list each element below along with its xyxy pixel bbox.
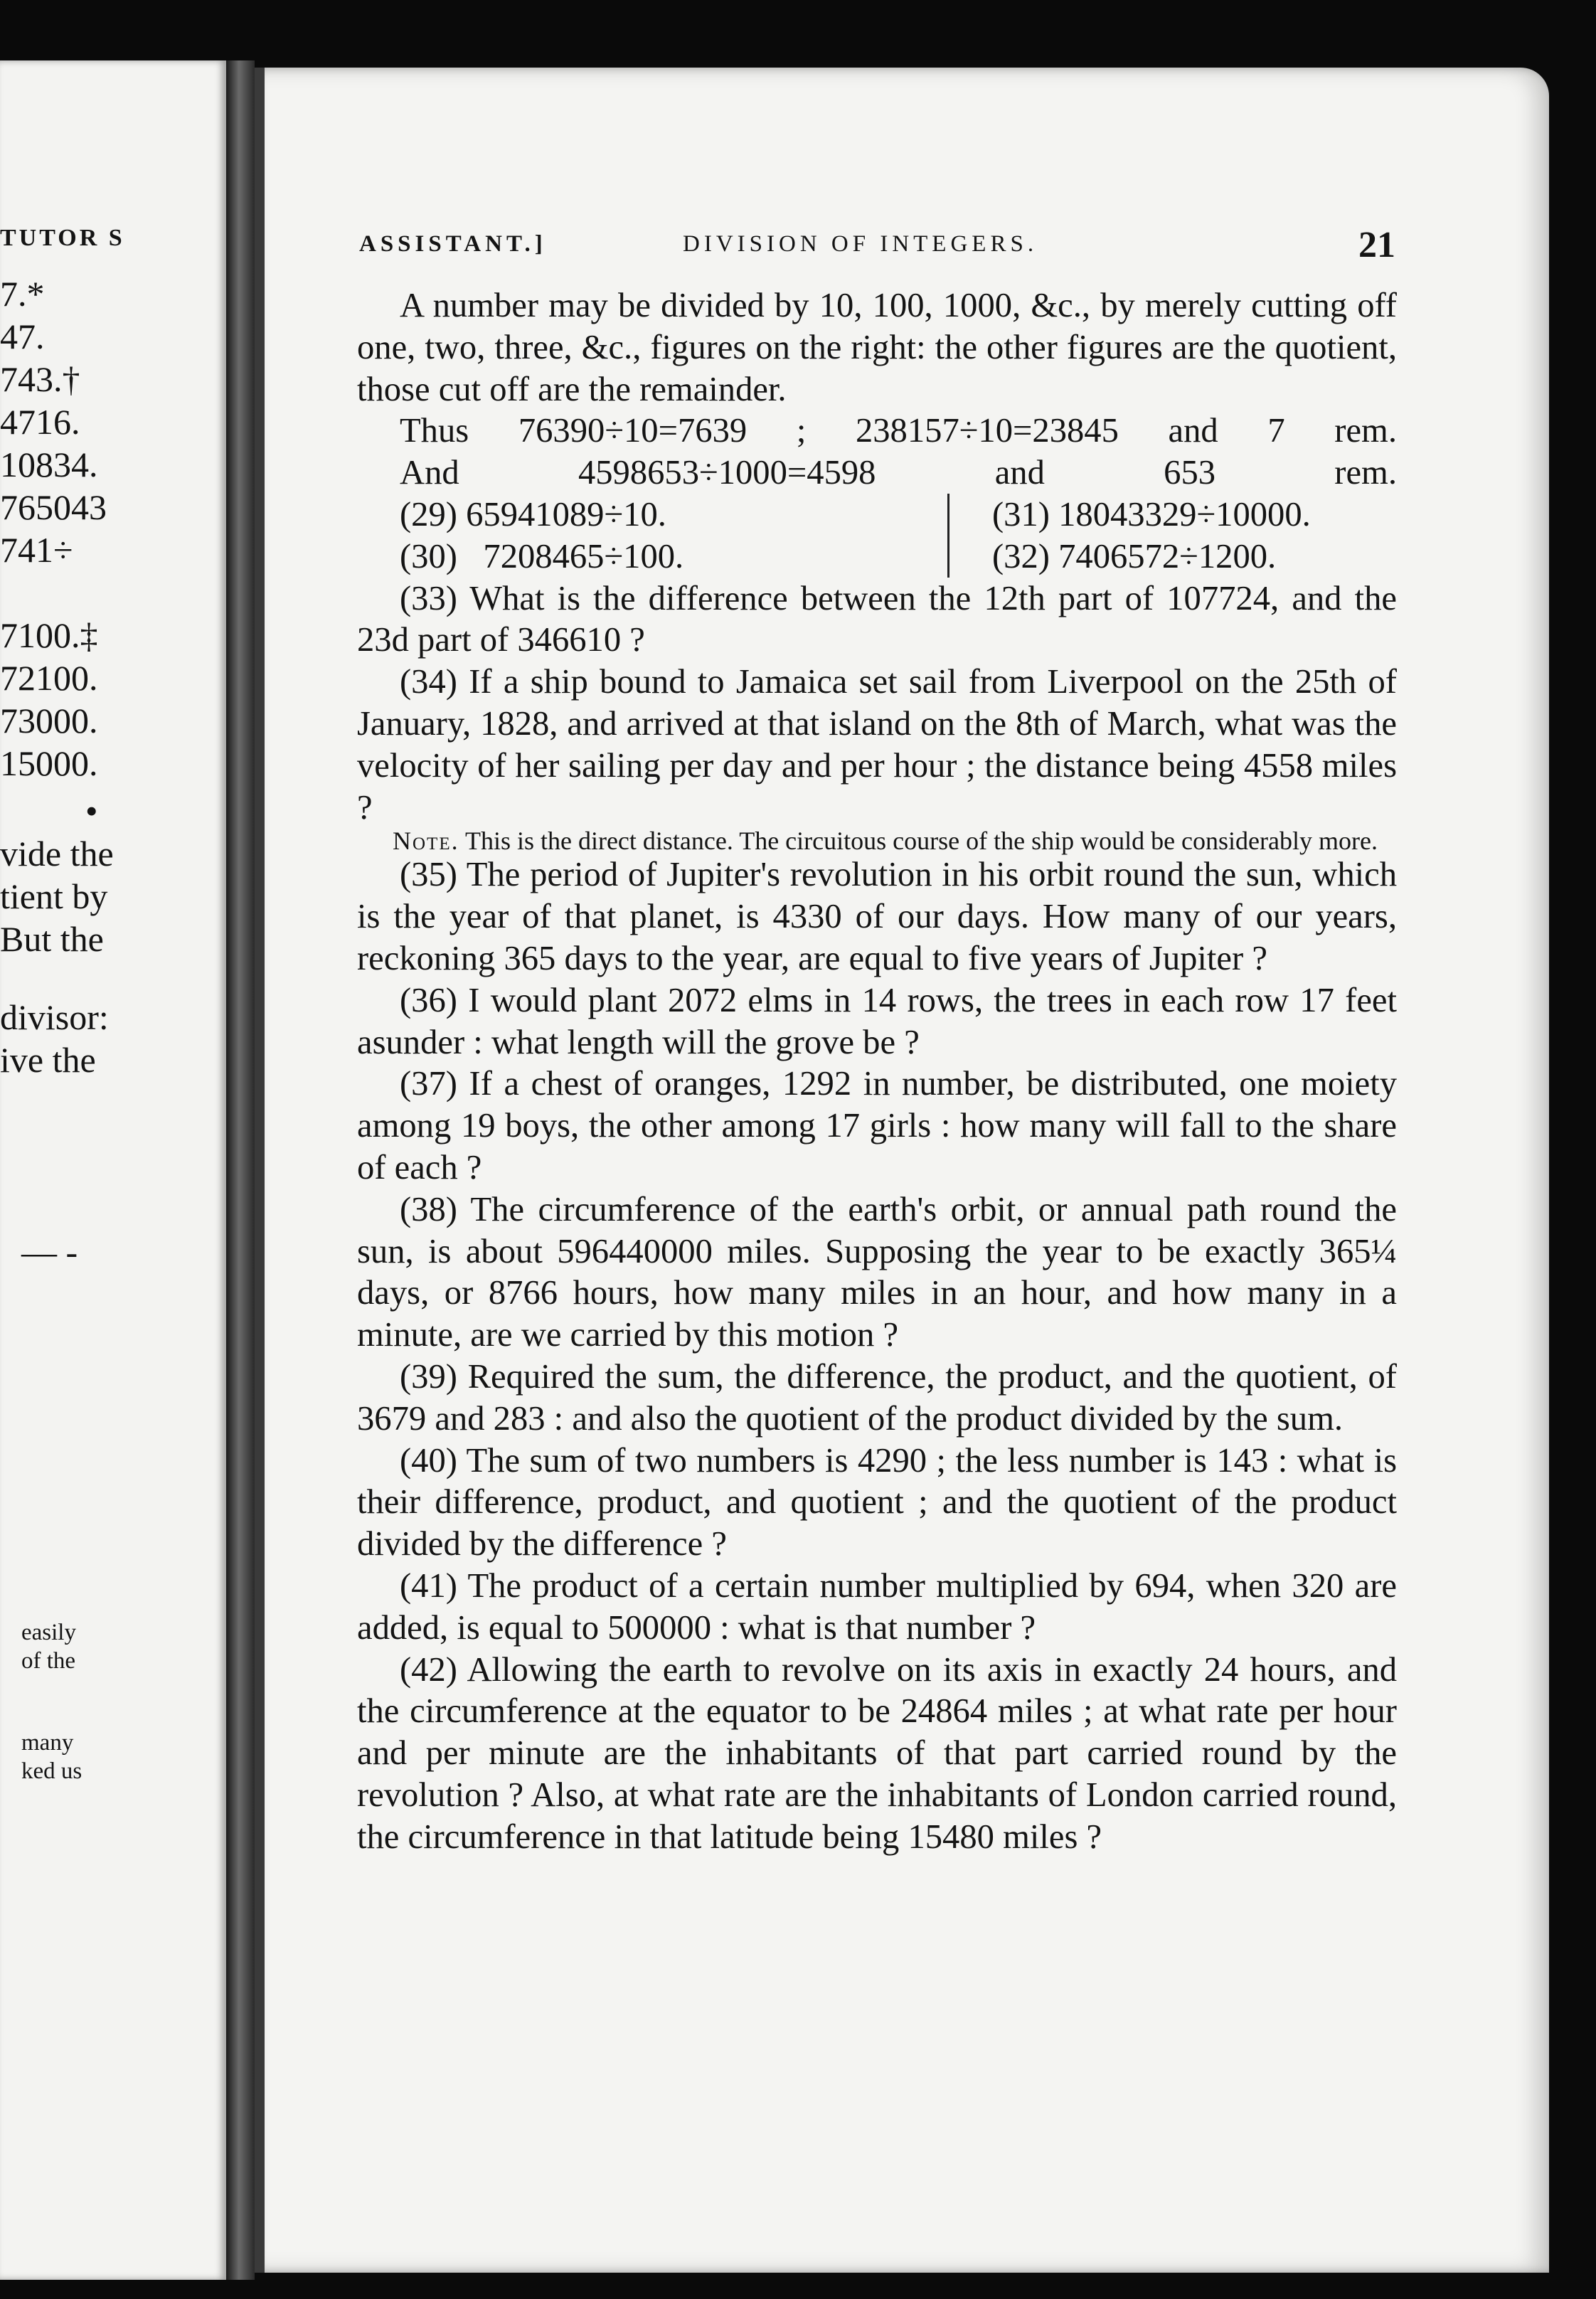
problem-35: (35) The period of Jupiter's revolution in his orbit round the sun, which is the year of that planet, is 4330 of our days. How many of our years, reckoning 365 days to the year, are equal to five years of Jupiter ? [357, 855, 1397, 977]
left-fragment: vide the [0, 834, 114, 874]
left-line: 765043 [0, 487, 107, 527]
problem-33: (33) What is the difference between the 12th part of 107724, and the 23d part of 346610 ? [357, 578, 1397, 659]
example-line: And 4598653÷1000=4598 and 653 rem. [400, 453, 1397, 492]
exercise-row [357, 536, 1397, 578]
left-line: 4716. [0, 402, 80, 442]
problem-41: (41) The product of a certain number multiplied by 694, when 320 are added, is equal to 500000 : what is that number ? [357, 1566, 1397, 1647]
page-body [357, 285, 1397, 1857]
left-bullet: • [85, 791, 98, 831]
left-fragment: tient by [0, 876, 108, 916]
running-head-title: DIVISION OF INTEGERS. [683, 231, 1038, 257]
problem-36: (36) I would plant 2072 elms in 14 rows, the trees in each row 17 feet asunder : what length will the grove be ? [357, 980, 1397, 1061]
intro-paragraph: A number may be divided by 10, 100, 1000, &c., by merely cutting off one, two, three, &c., figures on the right: the other figures are the quotient, those cut off are the remainder. [357, 286, 1397, 408]
page-gutter [255, 68, 265, 2273]
left-line: 72100. [0, 658, 98, 698]
left-line: 15000. [0, 743, 98, 783]
running-head-left: ASSISTANT.] [359, 231, 547, 257]
left-line: 743.† [0, 359, 80, 399]
left-dash: — - [21, 1232, 78, 1272]
book-spine [226, 60, 255, 2280]
left-line: 73000. [0, 701, 98, 740]
problem-40: (40) The sum of two numbers is 4290 ; the less number is 143 : what is their difference, product, and quotient ; and the quotient of the product divided by the difference ? [357, 1440, 1397, 1563]
left-small: of the [21, 1648, 76, 1674]
exercise-30: (30) 7208465÷100. [400, 536, 684, 575]
left-line: 7.* [0, 274, 45, 314]
left-line: 10834. [0, 445, 98, 484]
left-fragment: ive the [0, 1040, 96, 1080]
left-small: ked us [21, 1758, 83, 1784]
left-page-header: TUTOR S [0, 225, 125, 251]
example-line: Thus 76390÷10=7639 ; 238157÷10=23845 and 7 rem. [400, 411, 1397, 450]
problem-42: (42) Allowing the earth to revolve on its axis in exactly 24 hours, and the circumference at the equator to be 24864 miles ; at what rate per hour and per minute are the inhabitants of that part carried round by the revolution ? Also, at what rate are the inhabitants of London carried round, the circumference in that latitude being 15480 miles ? [357, 1650, 1397, 1856]
left-small: easily [21, 1620, 76, 1645]
note-label: Note. [393, 827, 459, 856]
exercise-29: (29) 65941089÷10. [400, 494, 666, 533]
left-line: 741÷ [0, 530, 73, 570]
exercise-row [357, 494, 1397, 536]
note [357, 828, 1397, 854]
problem-37: (37) If a chest of oranges, 1292 in number, be distributed, one moiety among 19 boys, the other among 17 girls : how many will fall to the share of each ? [357, 1064, 1397, 1186]
left-small: many [21, 1730, 74, 1756]
page-number: 21 [1358, 225, 1395, 265]
exercise-32: (32) 7406572÷1200. [947, 536, 1276, 578]
left-fragment: divisor: [0, 997, 109, 1037]
problem-38: (38) The circumference of the earth's orbit, or annual path round the sun, is about 596440000 miles. Supposing the year to be exactly 365¼ days, or 8766 hours, how many miles in an hour, and how many in a minute, are we carried by this motion ? [357, 1189, 1397, 1354]
left-line: 47. [0, 317, 45, 356]
problem-34: (34) If a ship bound to Jamaica set sail from Liverpool on the 25th of January, 1828, and arrived at that island on the 8th of March, what was the velocity of her sailing per day and per hour ; the distance being 4558 miles ? [357, 662, 1397, 827]
exercise-31: (31) 18043329÷10000. [947, 494, 1311, 536]
note-text: This is the direct distance. The circuitous course of the ship would be considerably more. [464, 827, 1378, 856]
problem-39: (39) Required the sum, the difference, the product, and the quotient, of 3679 and 283 : and also the quotient of the product divided by the sum. [357, 1356, 1397, 1438]
left-fragment: But the [0, 919, 104, 959]
left-line: 7100.‡ [0, 615, 98, 655]
